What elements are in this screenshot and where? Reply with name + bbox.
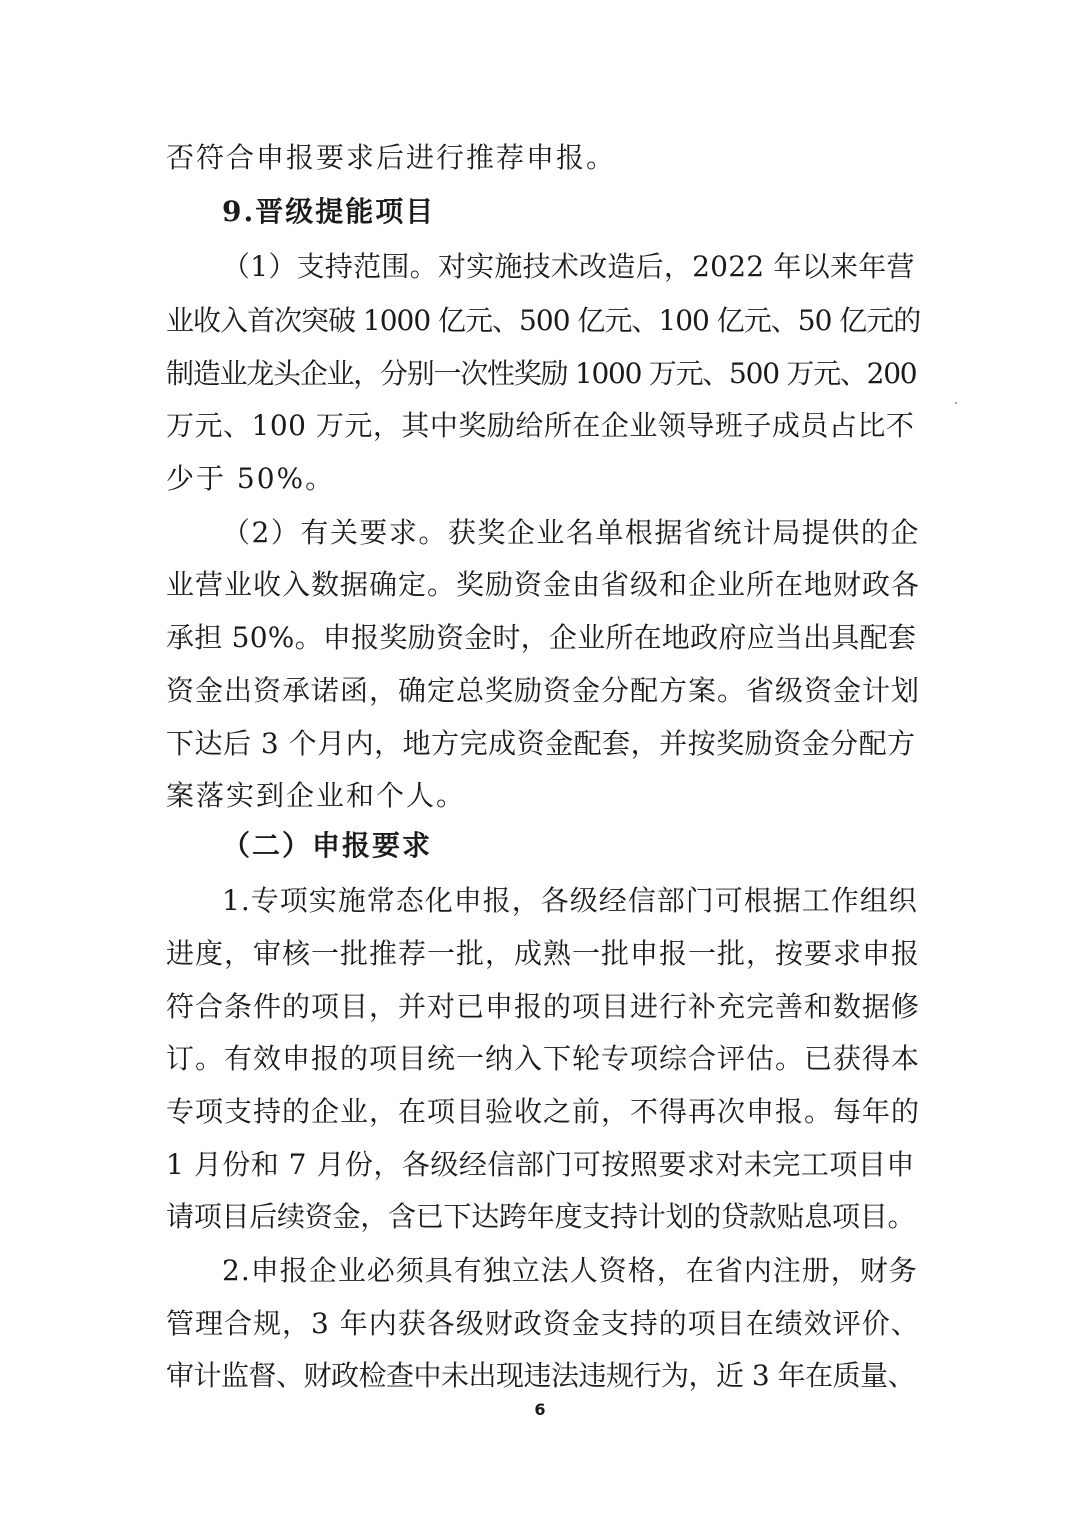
text-line-20: 1 月份和 7 月份，各级经信部门可按照要求对未完工项目申 xyxy=(166,1148,915,1181)
text-line-19: 专项支持的企业，在项目验收之前，不得再次申报。每年的 xyxy=(166,1095,921,1128)
paragraph-requirements-line-1: （2）有关要求。获奖企业名单根据省统计局提供的企 xyxy=(222,516,920,549)
paragraph-item-2-line-1: 2.申报企业必须具有独立法人资格，在省内注册，财务 xyxy=(222,1254,918,1287)
section-heading-application-requirements: （二）申报要求 xyxy=(222,829,433,862)
scan-speck xyxy=(955,402,957,404)
text-line-21: 请项目后续资金，含已下达跨年度支持计划的贷款贴息项目。 xyxy=(166,1200,916,1233)
paragraph-support-scope-line-1: （1）支持范围。对实施技术改造后，2022 年以来年营 xyxy=(222,250,915,283)
text-line-4: 业收入首次突破 1000 亿元、500 亿元、100 亿元、50 亿元的 xyxy=(166,304,921,337)
text-line-24: 审计监督、财政检查中未出现违法违规行为，近 3 年在质量、 xyxy=(166,1359,916,1392)
text-line-18: 订。有效申报的项目统一纳入下轮专项综合评估。已获得本 xyxy=(166,1042,921,1075)
text-line-12: 下达后 3 个月内，地方完成资金配套，并按奖励资金分配方 xyxy=(166,727,916,760)
text-line-11: 资金出资承诺函，确定总奖励资金分配方案。省级资金计划 xyxy=(166,674,921,707)
text-line-9: 业营业收入数据确定。奖励资金由省级和企业所在地财政各 xyxy=(166,568,921,601)
paragraph-item-1-line-1: 1.专项实施常态化申报，各级经信部门可根据工作组织 xyxy=(222,884,918,917)
text-line-16: 进度，审核一批推荐一批，成熟一批申报一批，按要求申报 xyxy=(166,937,921,970)
section-heading-9: 9.晋级提能项目 xyxy=(222,195,436,228)
text-line-1: 否符合申报要求后进行推荐申报。 xyxy=(166,141,617,174)
page-number: 6 xyxy=(534,1400,546,1419)
text-line-10: 承担 50%。申报奖励资金时，企业所在地政府应当出具配套 xyxy=(166,621,917,654)
text-line-5: 制造业龙头企业，分别一次性奖励 1000 万元、500 万元、200 xyxy=(166,357,917,390)
text-line-6: 万元、100 万元，其中奖励给所在企业领导班子成员占比不 xyxy=(166,409,915,442)
text-line-7: 少于 50%。 xyxy=(166,462,336,495)
text-line-23: 管理合规，3 年内获各级财政资金支持的项目在绩效评价、 xyxy=(166,1307,920,1340)
text-line-13: 案落实到企业和个人。 xyxy=(166,779,467,812)
text-line-17: 符合条件的项目，并对已申报的项目进行补充完善和数据修 xyxy=(166,990,921,1023)
